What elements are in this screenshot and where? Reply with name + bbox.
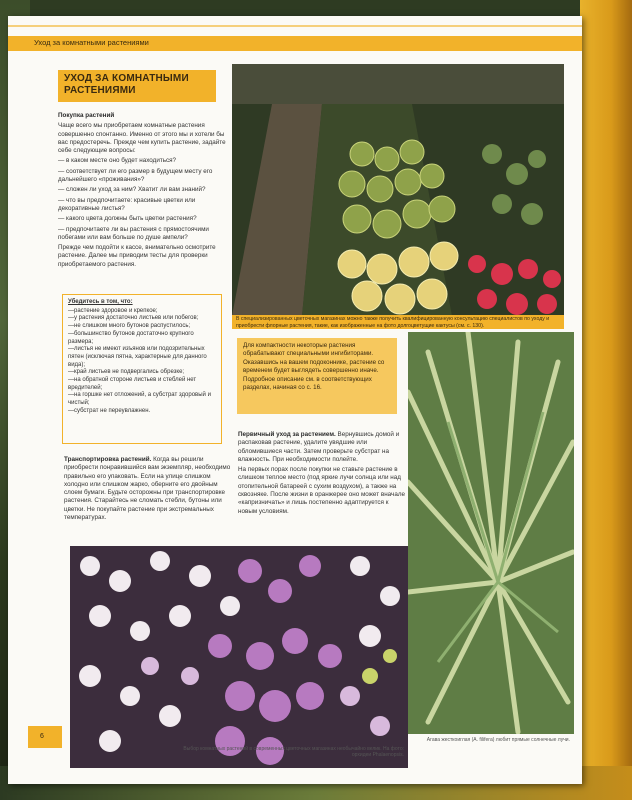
running-title: Уход за комнатными растениями [34,38,149,47]
note-box: Для компактности некоторые растения обрабатывают специальными ингибиторами. Оказавшись на вашем подоконнике, растение со временем будет выглядеть совершенно иначе. Подробное описание см. в соответствующих разделах, начиная со с. 16. [237,338,397,414]
section-heading: Транспортировка растений. [64,456,152,463]
orchids-photo [70,546,408,768]
agave-caption: Агава жесткоиглая (А. filifera) любит прямые солнечные лучи. [426,737,570,743]
question-item: — соответствует ли его размер в будущем месту его дальнейшего «проживания»? [58,167,213,184]
section-purchase [58,112,226,271]
orchids-caption: Выбор комнатных растений в современных цветочных магазинах необычайно велик. На фото: орхидеи Phalaenopsis. [183,746,404,759]
page-number: 6 [40,733,44,740]
agave-photo [408,332,574,734]
cactus-caption: В специализированных цветочных магазинах можно также получить квалифицированную консультацию специалистов по уходу и приобрести флорные растения, такие, как изображенные на фото долгоцветущие кактусы (см. с. 130). [232,315,564,329]
section-heading: Первичный уход за растением. [238,431,336,438]
question-item: — что вы предпочитаете: красивые цветки или декоративные листья? [58,196,196,212]
checklist-item: —листья не имеют изъянов или подозрительных пятен (исключая пятна, характерные для данного вида); [68,346,207,368]
question-item: — в каком месте оно будет находиться? [58,157,177,165]
checklist-item: —растение здоровое и крепкое; [68,307,158,314]
checklist-item: —у растения достаточно листьев или побегов; [68,315,199,322]
checklist-item: —на обратной стороне листьев и стеблей нет вредителей; [68,377,197,391]
checklist-item: —не слишком много бутонов распустилось; [68,323,191,330]
question-item: — предпочитаете ли вы растения с прямостоячими побегами или вам больше по душе ампели? [58,225,209,241]
paragraph: На первых порах после покупки не ставьте растение в слишком теплое место (под яркие лучи солнца или над отопительной батареей с сухим воздухом), а также на сквозняке. После жизни в оранжерее оно может вначале «капризничать» и лишь постепенно адаптируется к новым условиям. [238,466,405,515]
question-item: — сложен ли уход за ним? Хватит ли вам знаний? [58,186,206,194]
book-page [8,16,582,784]
checklist-item: —на горшке нет отложений, а субстрат здоровый и чистый; [68,392,211,407]
book-cover-edge [580,0,632,800]
running-header [8,36,582,51]
paragraph: Вернувшись домой и распаковав растение, удалите увядшие или обломившиеся части. Затем проверьте субстрат на влажность. При необходимости полейте. [238,431,400,463]
section-heading: Покупка растений [58,112,115,119]
checklist-item: —субстрат не переувлажнен. [68,407,151,414]
chapter-title: УХОД ЗА КОМНАТНЫМИ РАСТЕНИЯМИ [64,73,189,96]
section-first-care [238,431,406,518]
checklist-box [62,294,222,444]
checklist-heading: Убедитесь в том, что: [68,299,133,305]
section-transport [64,456,236,524]
paragraph: Чаще всего мы приобретаем комнатные растения совершенно спонтанно. Именно от этого мы и хотели бы вас предостеречь. Прежде чем купить растение, задайте себе следующие вопросы: [58,122,226,155]
top-rule [8,25,582,27]
cactus-photo [232,64,564,316]
chapter-title-box [58,70,216,102]
checklist-item: —большинство бутонов достаточно крупного размера; [68,330,194,345]
question-item: — какого цвета должны быть цветки растения? [58,215,197,223]
paragraph: Когда вы решили приобрести понравившийся вам экземпляр, необходимо правильно его упаковать. Если на улице слишком холодно или слишком жарко, оберните его двойным слоем бумаги. Будьте осторожны при транспортировке растения. Старайтесь не сломать стебли, бутоны или цветки. Не покупайте растение при экстремальных температурах. [64,456,231,522]
paragraph: Прежде чем подойти к кассе, внимательно осмотрите растение. Далее мы приводим тесты для проверки приобретаемого растения. [58,244,216,268]
page-number-box [28,726,62,748]
checklist-item: —край листьев не подвергались обрезке; [68,369,185,376]
